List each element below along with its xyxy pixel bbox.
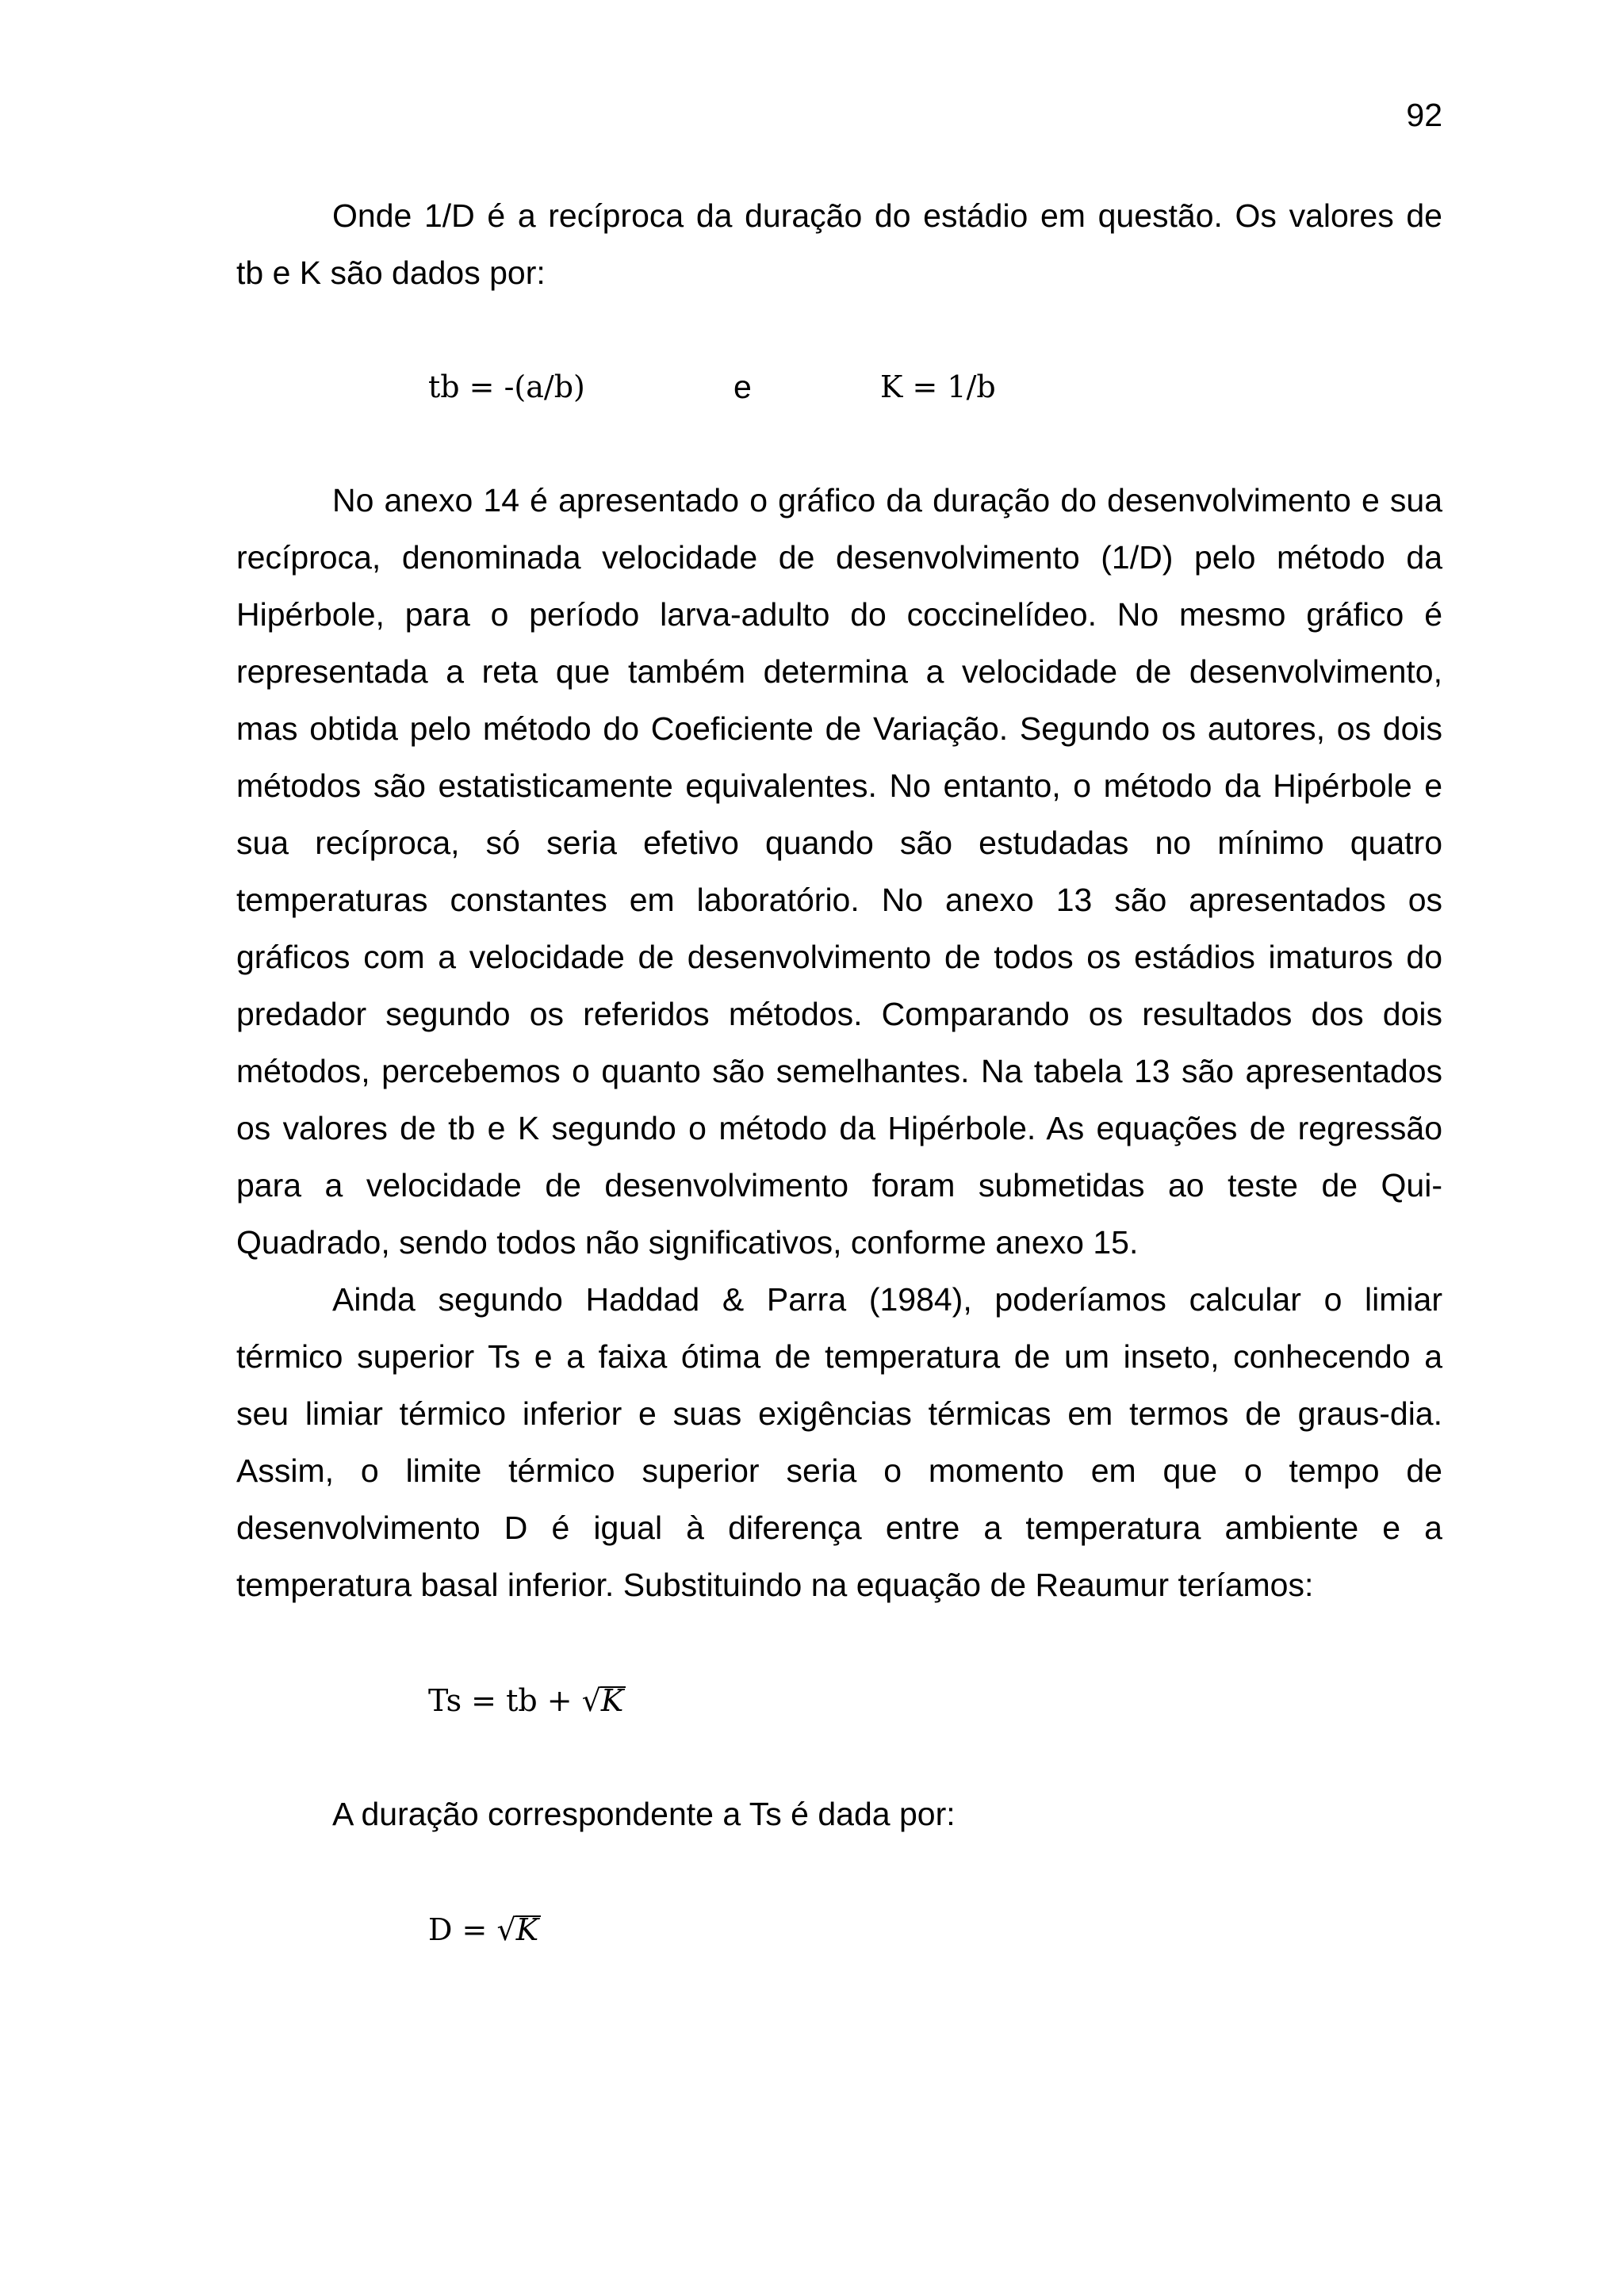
paragraph-line: predador segundo os referidos métodos. Comparando os resultados dos dois <box>236 996 1442 1032</box>
paragraph-line: desenvolvimento D é igual à diferença entre a temperatura ambiente e a <box>236 1510 1442 1546</box>
paragraph-line: mas obtida pelo método do Coeficiente de Variação. Segundo os autores, os dois <box>236 710 1442 747</box>
paragraph-line: para a velocidade de desenvolvimento foram submetidas ao teste de Qui- <box>236 1167 1442 1203</box>
paragraph-line: temperatura basal inferior. Substituindo na equação de Reaumur teríamos: <box>236 1567 1314 1603</box>
formula-k: K = 1/b <box>880 369 996 404</box>
paragraph-line: tb e K são dados por: <box>236 254 546 291</box>
paragraph-line: Hipérbole, para o período larva-adulto do coccinelídeo. No mesmo gráfico é <box>236 596 1442 633</box>
formula-ts-prefix: Ts = tb + <box>428 1683 582 1718</box>
square-root-radicand: K <box>515 1915 541 1943</box>
square-root-radicand: K <box>600 1686 626 1714</box>
paragraph-line: os valores de tb e K segundo o método da Hipérbole. As equações de regressão <box>236 1110 1442 1146</box>
paragraph <box>236 472 1442 1271</box>
paragraph-line: representada a reta que também determina a velocidade de desenvolvimento, <box>236 653 1442 690</box>
square-root-symbol: √ <box>581 1683 601 1718</box>
paragraph-line: temperaturas constantes em laboratório. No anexo 13 são apresentados os <box>236 882 1442 918</box>
paragraph-line: sua recíproca, só seria efetivo quando são estudadas no mínimo quatro <box>236 825 1442 861</box>
formula-d <box>428 1901 541 1958</box>
formula-conjunction: e <box>733 369 752 405</box>
paragraph <box>236 1785 1442 1843</box>
paragraph-line: métodos são estatisticamente equivalentes. No entanto, o método da Hipérbole e <box>236 767 1442 804</box>
paragraph-line: No anexo 14 é apresentado o gráfico da duração do desenvolvimento e sua <box>332 482 1442 519</box>
paragraph-line: Onde 1/D é a recíproca da duração do estádio em questão. Os valores de <box>332 197 1442 234</box>
page-number: 92 <box>1406 97 1442 133</box>
formula-d-prefix: D = <box>428 1912 497 1947</box>
paragraph-line: métodos, percebemos o quanto são semelhantes. Na tabela 13 são apresentados <box>236 1053 1442 1089</box>
paragraph-line: recíproca, denominada velocidade de desenvolvimento (1/D) pelo método da <box>236 539 1442 576</box>
square-root-symbol: √ <box>496 1912 516 1947</box>
paragraph-line: A duração correspondente a Ts é dada por: <box>332 1796 956 1832</box>
formula-tb: tb = -(a/b) <box>428 369 585 404</box>
paragraph-line: térmico superior Ts e a faixa ótima de temperatura de um inseto, conhecendo a <box>236 1338 1442 1375</box>
paragraph-line: Ainda segundo Haddad & Parra (1984), poderíamos calcular o limiar <box>332 1281 1442 1318</box>
formula-ts <box>428 1672 626 1729</box>
paragraph-line: Assim, o limite térmico superior seria o momento em que o tempo de <box>236 1452 1442 1489</box>
paragraph <box>236 187 1442 301</box>
paragraph-line: gráficos com a velocidade de desenvolvimento de todos os estádios imaturos do <box>236 939 1442 975</box>
paragraph-line: seu limiar térmico inferior e suas exigências térmicas em termos de graus-dia. <box>236 1395 1442 1432</box>
paragraph-line: Quadrado, sendo todos não significativos, conforme anexo 15. <box>236 1224 1139 1261</box>
paragraph <box>236 1271 1442 1613</box>
